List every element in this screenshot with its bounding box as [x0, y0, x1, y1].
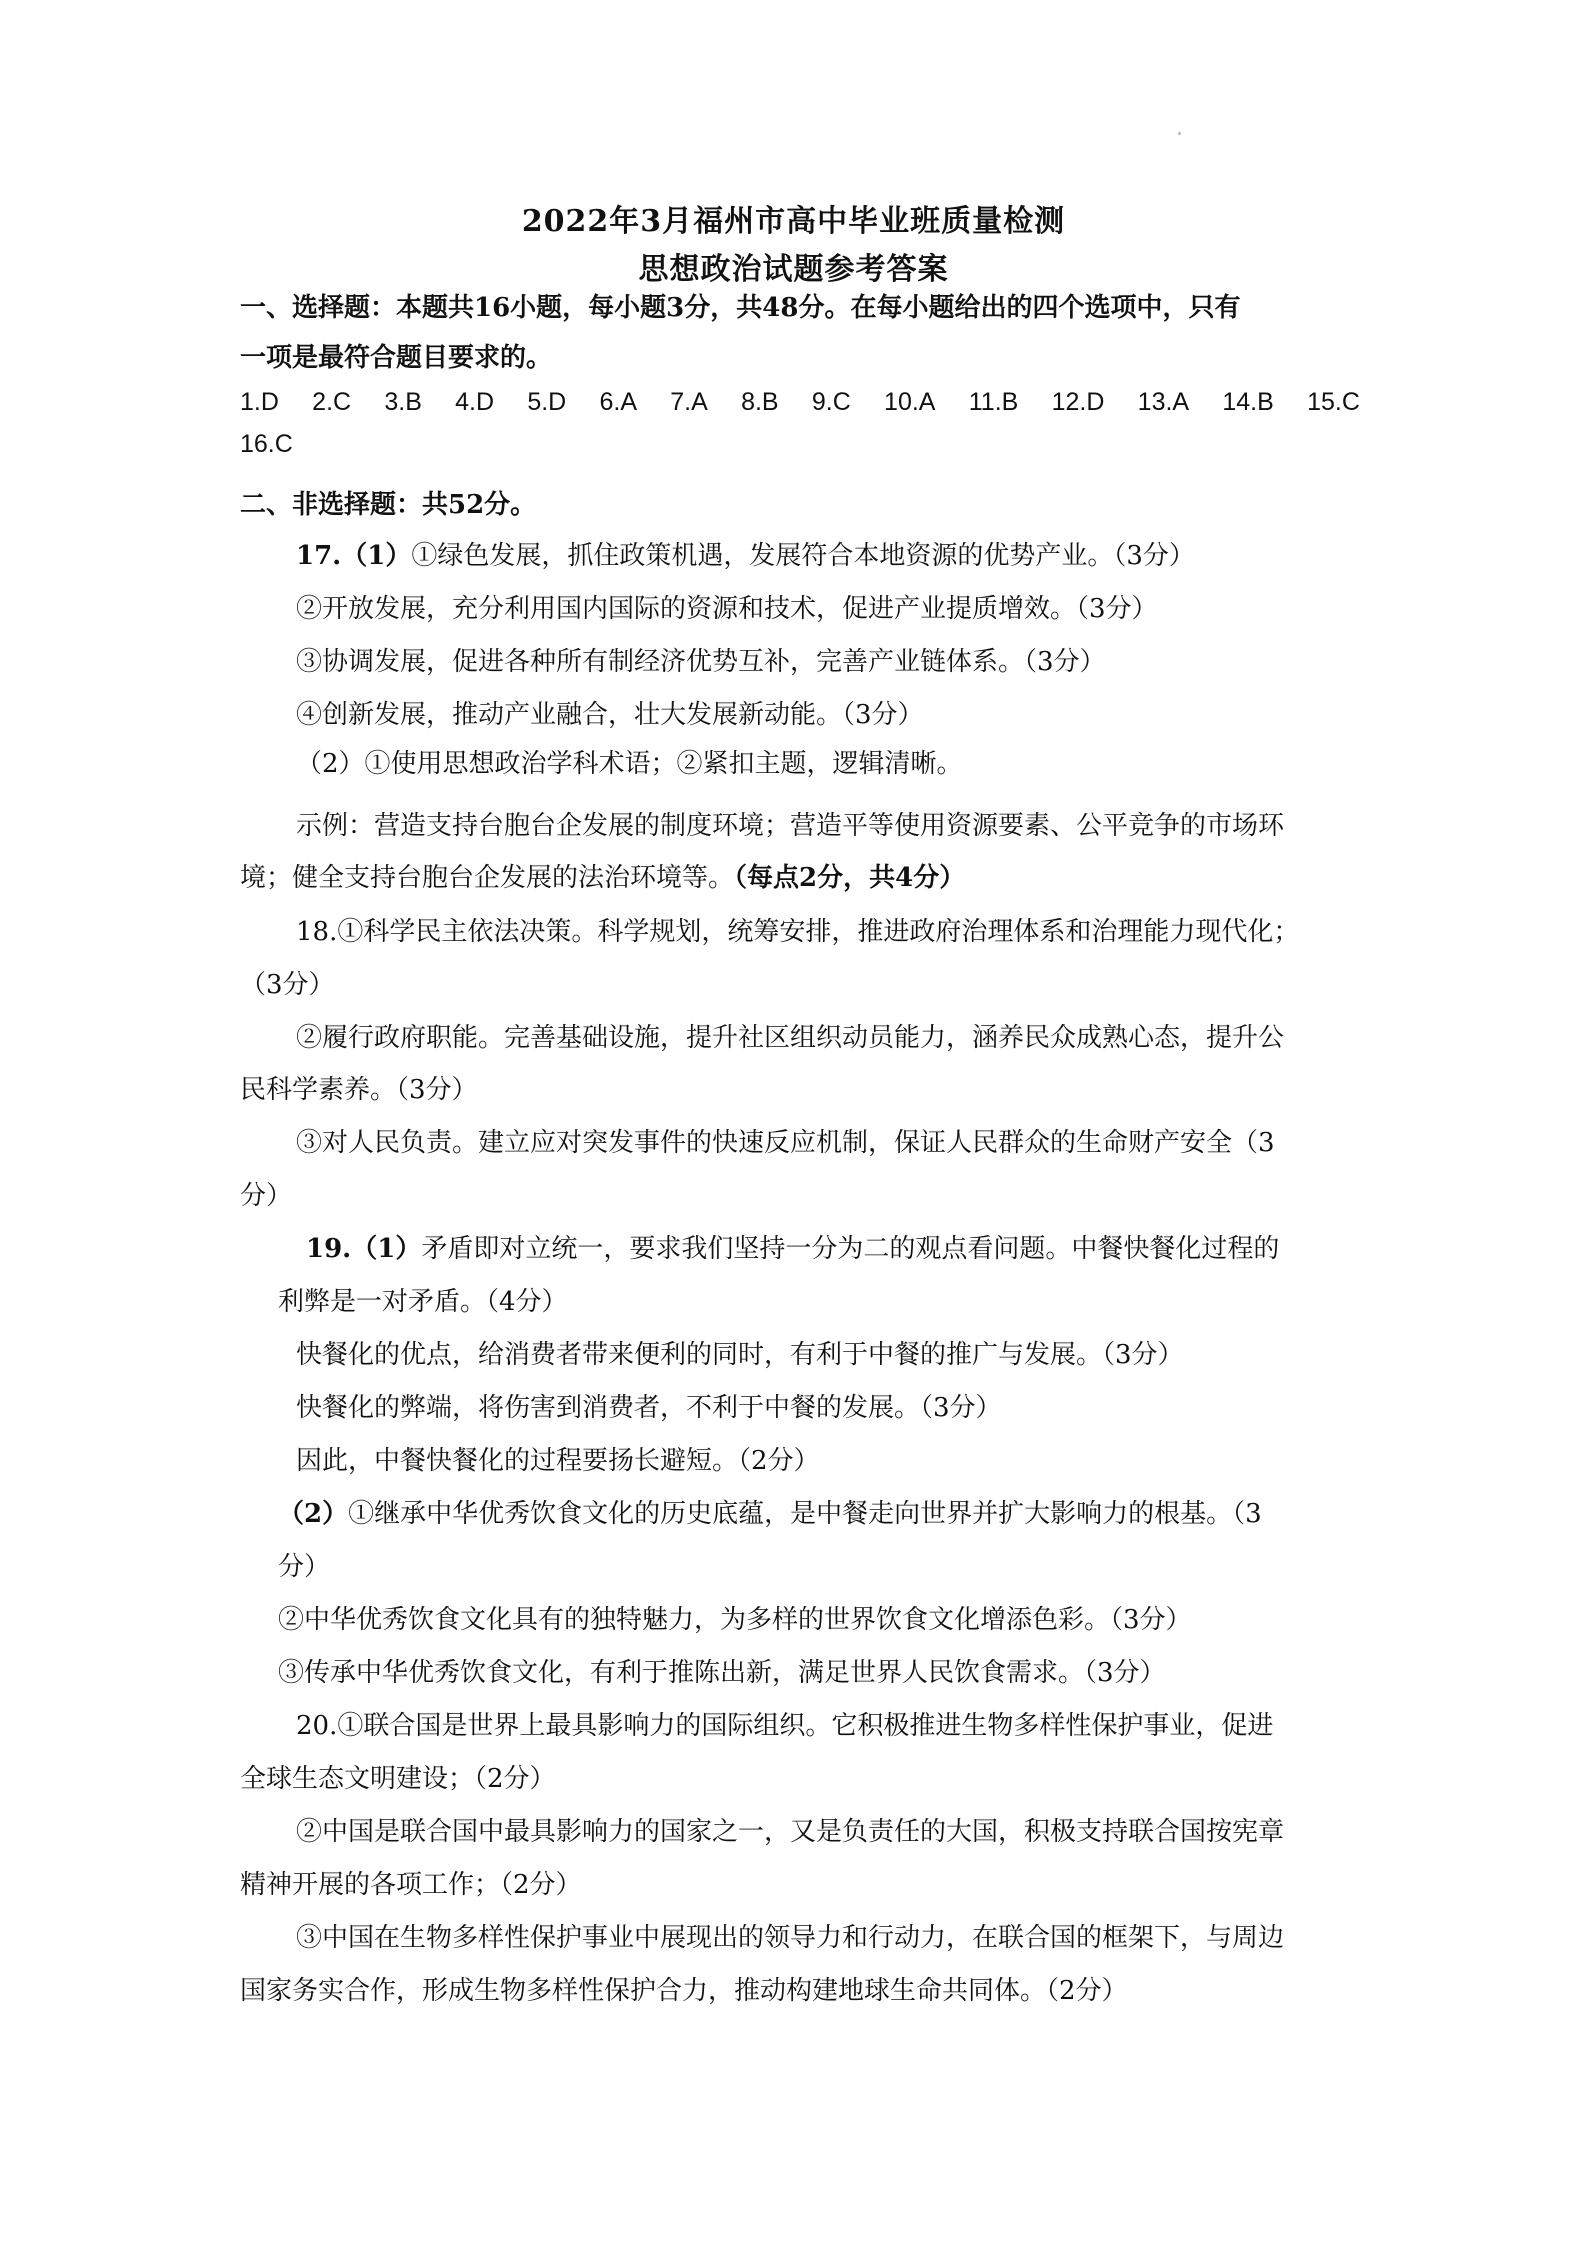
q19-label: 19.（1） [306, 1234, 422, 1264]
q19-text: 矛盾即对立统一，要求我们坚持一分为二的观点看问题。中餐快餐化过程的 [421, 1234, 1280, 1264]
q17-line-2: ②开放发展，充分利用国内国际的资源和技术，促进产业提质增效。（3分） [296, 594, 1158, 624]
q19-line-5: 因此，中餐快餐化的过程要扬长避短。（2分） [296, 1446, 820, 1476]
choice-answer-16: 16.C [240, 430, 293, 458]
q19-line-2: 利弊是一对矛盾。（4分） [278, 1287, 568, 1317]
q19-line-1 [306, 1231, 1426, 1267]
q17-line-4: ④创新发展，推动产业融合，壮大发展新动能。（3分） [296, 700, 924, 730]
document-subtitle: 思想政治试题参考答案 [638, 252, 949, 287]
choice-answer: 4.D [455, 388, 495, 416]
q17-line-6: 示例：营造支持台胞台企发展的制度环境；营造平等使用资源要素、公平竞争的市场环 [296, 811, 1285, 841]
q20-line-2: 全球生态文明建设；（2分） [240, 1764, 556, 1794]
choice-answer: 3.B [384, 388, 422, 416]
q20-line-4: 精神开展的各项工作；（2分） [240, 1870, 582, 1900]
choice-answers-row [240, 388, 1360, 424]
choice-answer: 11.B [968, 388, 1019, 416]
q18-line-5: ③对人民负责。建立应对突发事件的快速反应机制，保证人民群众的生命财产安全（3 [296, 1128, 1275, 1158]
q17-label: 17.（1） [296, 541, 412, 571]
q18-line-2: （3分） [240, 970, 335, 1000]
choice-answer: 2.C [312, 388, 352, 416]
q18-line-1: 18.①科学民主依法决策。科学规划，统筹安排，推进政府治理体系和治理能力现代化； [296, 917, 1300, 947]
q17-scoring-note: （每点2分，共4分） [734, 863, 966, 893]
q19-line-9: ③传承中华优秀饮食文化，有利于推陈出新，满足世界人民饮食需求。（3分） [278, 1658, 1166, 1688]
q19-line-3: 快餐化的优点，给消费者带来便利的同时，有利于中餐的推广与发展。（3分） [296, 1340, 1184, 1370]
q18-line-3: ②履行政府职能。完善基础设施，提升社区组织动员能力，涵养民众成熟心态，提升公 [296, 1023, 1285, 1053]
choice-answer: 15.C [1307, 388, 1360, 416]
q20-line-1: 20.①联合国是世界上最具影响力的国际组织。它积极推进生物多样性保护事业，促进 [296, 1711, 1274, 1741]
q19-line-4: 快餐化的弊端，将伤害到消费者，不利于中餐的发展。（3分） [296, 1393, 1002, 1423]
choice-answer: 1.D [240, 388, 279, 416]
choice-answer: 14.B [1222, 388, 1274, 416]
document-title: 2022年3月福州市高中毕业班质量检测 [521, 204, 1066, 239]
q19-line-6 [278, 1496, 1398, 1532]
q20-line-6: 国家务实合作，形成生物多样性保护合力，推动构建地球生命共同体。（2分） [240, 1976, 1128, 2006]
choice-answer: 10.A [884, 388, 936, 416]
q19-part2-text: ①继承中华优秀饮食文化的历史底蕴，是中餐走向世界并扩大影响力的根基。（3 [348, 1499, 1262, 1529]
choice-answer: 8.B [741, 388, 779, 416]
choice-answer: 9.C [811, 388, 851, 416]
choice-answer: 13.A [1137, 388, 1190, 416]
choice-answer: 7.A [670, 388, 708, 416]
scan-speck [1178, 132, 1181, 135]
section2-heading: 二、非选择题：共52分。 [240, 490, 537, 520]
q17-line-7 [240, 860, 1360, 896]
q19-line-8: ②中华优秀饮食文化具有的独特魅力，为多样的世界饮食文化增添色彩。（3分） [278, 1605, 1192, 1635]
q17-line-3: ③协调发展，促进各种所有制经济优势互补，完善产业链体系。（3分） [296, 647, 1106, 677]
section1-heading-cont: 一项是最符合题目要求的。 [240, 343, 553, 373]
q18-line-4: 民科学素养。（3分） [240, 1075, 478, 1105]
section1-heading: 一、选择题：本题共16小题，每小题3分，共48分。在每小题给出的四个选项中，只有 [240, 293, 1241, 323]
choice-answer: 6.A [599, 388, 638, 416]
choice-answer: 12.D [1051, 388, 1105, 416]
q20-line-5: ③中国在生物多样性保护事业中展现出的领导力和行动力，在联合国的框架下，与周边 [296, 1923, 1285, 1953]
q17-example-text: 境；健全支持台胞台企发展的法治环境等。 [240, 863, 735, 893]
choice-answer: 5.D [527, 388, 567, 416]
q20-line-3: ②中国是联合国中最具影响力的国家之一，又是负责任的大国，积极支持联合国按宪章 [296, 1817, 1285, 1847]
q19-part2-label: （2） [278, 1499, 349, 1529]
q19-line-7: 分） [278, 1552, 331, 1582]
q18-line-6: 分） [240, 1181, 293, 1211]
q17-line-5: （2）①使用思想政治学科术语；②紧扣主题，逻辑清晰。 [296, 749, 963, 779]
q17-text: ①绿色发展，抓住政策机遇，发展符合本地资源的优势产业。（3分） [411, 541, 1195, 571]
q17-line-1 [296, 538, 1416, 574]
